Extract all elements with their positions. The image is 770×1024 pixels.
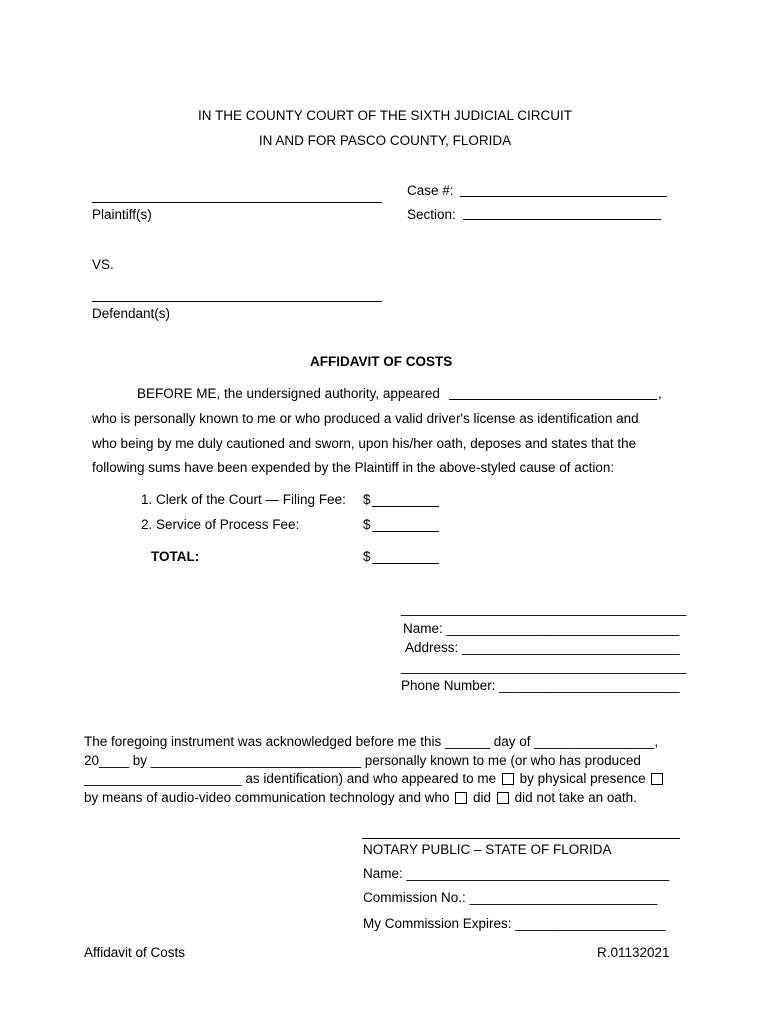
notary-signature-line[interactable] (362, 838, 680, 839)
notary-text-line-3 (84, 771, 665, 786)
physical-presence-checkbox[interactable] (502, 773, 514, 785)
court-header-line-2: IN AND FOR PASCO COUNTY, FLORIDA (258, 133, 512, 148)
notary-title: NOTARY PUBLIC – STATE OF FLORIDA (363, 842, 612, 857)
case-number-field[interactable] (460, 196, 667, 197)
total-label: TOTAL: (151, 549, 200, 564)
total-amount-field[interactable] (372, 563, 439, 564)
footer-form-name: Affidavit of Costs (84, 945, 186, 960)
vs-label: VS. (92, 257, 114, 272)
plaintiff-label: Plaintiff(s) (92, 207, 152, 222)
defendant-signature-line[interactable] (92, 301, 382, 302)
defendant-label: Defendant(s) (92, 306, 171, 321)
notary-text-line-4 (84, 790, 637, 805)
notary-commission-line[interactable]: Commission No.: _________________________ (363, 890, 658, 905)
document-title: AFFIDAVIT OF COSTS (310, 354, 453, 369)
cost-item-service-fee-label: 2. Service of Process Fee: (141, 517, 300, 532)
notary-text-line-4-start: by means of audio-video communication technology and who (84, 790, 450, 805)
body-line-2: who is personally known to me or who produced a valid driver's license as identification and (92, 411, 639, 426)
affiant-address-line[interactable]: Address: _____________________________ (405, 640, 680, 655)
notary-text-line-2: 20____ by ____________________________ personally known to me (or who has produced (84, 753, 641, 768)
notary-text-line-1: The foregoing instrument was acknowledged before me this ______ day of ________________, (84, 734, 659, 749)
intro-comma: , (658, 386, 662, 401)
total-currency: $ (363, 549, 371, 564)
affiant-signature-line[interactable]: ______________________________________ (401, 601, 687, 616)
affiant-phone-line[interactable]: Phone Number: ________________________ (401, 678, 680, 693)
body-line-4: following sums have been expended by the Plaintiff in the above-styled cause of action: (92, 460, 615, 475)
footer-form-revision: R.01132021 (597, 945, 670, 960)
section-label: Section: (407, 207, 456, 222)
affiant-name-line[interactable]: Name: _______________________________ (403, 621, 680, 636)
court-header-line-1: IN THE COUNTY COURT OF THE SIXTH JUDICIAL CIRCUIT (197, 108, 573, 123)
filing-fee-amount-field[interactable] (372, 506, 439, 507)
appeared-name-field[interactable] (449, 399, 657, 400)
cost-item-filing-fee-label: 1. Clerk of the Court — Filing Fee: (141, 492, 346, 507)
cost-item-filing-fee-currency: $ (363, 492, 371, 507)
notary-name-line[interactable]: Name: ___________________________________ (363, 866, 670, 881)
physical-presence-label: by physical presence (519, 771, 646, 786)
did-take-oath-checkbox[interactable] (455, 792, 467, 804)
audio-video-checkbox[interactable] (651, 773, 663, 785)
did-not-take-oath-label: did not take an oath. (514, 790, 637, 805)
intro-text: BEFORE ME, the undersigned authority, appeared (137, 386, 440, 401)
service-fee-amount-field[interactable] (372, 531, 439, 532)
did-label: did (473, 790, 492, 805)
body-line-3: who being by me duly cautioned and sworn, upon his/her oath, deposes and states that the (92, 436, 637, 451)
cost-item-service-fee-currency: $ (363, 517, 371, 532)
affiant-address-line-2[interactable]: ______________________________________ (401, 659, 687, 674)
notary-expires-line[interactable]: My Commission Expires: ____________________ (363, 916, 666, 931)
case-number-label: Case #: (407, 183, 454, 198)
section-field[interactable] (463, 219, 661, 220)
plaintiff-signature-line[interactable] (92, 202, 382, 203)
did-not-take-oath-checkbox[interactable] (497, 792, 509, 804)
notary-text-line-3-start: _____________________ as identification) and who appeared to me (84, 771, 497, 786)
